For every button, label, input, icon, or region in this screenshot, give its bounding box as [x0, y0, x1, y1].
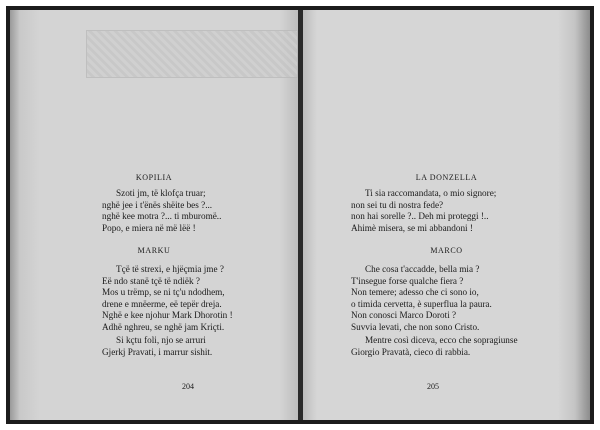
verse-line: Giorgio Pravatà, cieco di rabbia. — [351, 346, 471, 357]
right-page — [303, 10, 590, 420]
verse-line: Non conosci Marco Doroti ? — [351, 310, 457, 321]
verse-line: o timida cervetta, è superflua la paura. — [351, 298, 492, 309]
right-heading-la-donzella: LA DONZELLA — [415, 173, 478, 182]
book-spread — [6, 6, 594, 424]
verse-line: Gjerkj Pravati, i marrur sishit. — [102, 346, 213, 357]
verse-line: Ahimè misera, se mi abbandoni ! — [351, 222, 473, 233]
verse-line: drene e mnëerme, eë tepër dreja. — [102, 298, 222, 309]
left-page — [10, 10, 298, 420]
verse-line: nghë jee i t'ënës shëite bes ?... — [102, 199, 213, 210]
left-verse-2 — [102, 264, 233, 334]
verse-line: Tçë të strexi, e hjëçmia jme ? — [116, 264, 224, 274]
verse-line: Eë ndo stanë tçë të ndiëk ? — [102, 275, 200, 286]
verse-line: Che cosa t'accadde, bella mia ? — [365, 264, 480, 274]
left-verse-3 — [102, 335, 212, 358]
verse-line: Si kçtu foli, njo se arruri — [116, 335, 206, 345]
right-page-number: 205 — [427, 382, 439, 391]
verse-line: Nghë e kee njohur Mark Dhorotin ! — [102, 310, 233, 321]
verse-line: nghë kee motra ?... ti mburomë.. — [102, 211, 222, 222]
right-verse-3 — [351, 335, 518, 358]
right-verse-1 — [351, 188, 496, 234]
right-heading-marco: MARCO — [430, 246, 463, 255]
left-heading-kopilia: KOPILIA — [135, 173, 173, 182]
left-heading-marku: MARKU — [137, 246, 171, 255]
verse-line: Szoti jm, të klofça truar; — [116, 188, 206, 198]
verse-line: T'insegue forse qualche fiera ? — [351, 275, 464, 286]
decorative-headpiece — [86, 30, 298, 78]
left-page-number: 204 — [182, 382, 194, 391]
verse-line: Suvvia levati, che non sono Cristo. — [351, 321, 480, 332]
verse-line: Mentre così diceva, ecco che sopragiunse — [365, 335, 518, 345]
verse-line: Adhë nghreu, se nghë jam Kriçti. — [102, 321, 225, 332]
right-verse-2 — [351, 264, 492, 334]
verse-line: Ti sia raccomandata, o mio signore; — [365, 188, 497, 198]
verse-line: Mos u trëmp, se ni tç'u ndodhem, — [102, 287, 225, 298]
verse-line: Popo, e miera në më lëë ! — [102, 222, 196, 233]
verse-line: non hai sorelle ?.. Deh mi proteggi !.. — [351, 211, 489, 222]
left-verse-1 — [102, 188, 221, 234]
verse-line: non sei tu di nostra fede? — [351, 199, 444, 210]
verse-line: Non temere; adesso che ci sono io, — [351, 287, 479, 298]
